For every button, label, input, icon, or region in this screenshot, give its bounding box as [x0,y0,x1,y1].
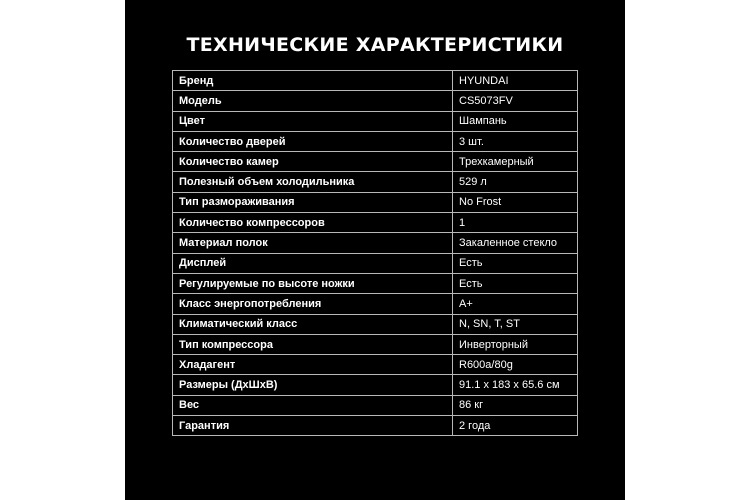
table-row [173,253,578,273]
spec-value: CS5073FV [453,91,578,111]
table-row [173,416,578,436]
table-row [173,111,578,131]
spec-panel [125,0,625,500]
spec-value: Есть [453,273,578,293]
spec-value: 1 [453,213,578,233]
spec-label: Гарантия [173,416,453,436]
spec-label: Количество дверей [173,131,453,151]
spec-value: Трехкамерный [453,152,578,172]
table-row [173,395,578,415]
table-row [173,172,578,192]
spec-value: HYUNDAI [453,71,578,91]
table-row [173,192,578,212]
spec-value: 3 шт. [453,131,578,151]
table-row [173,233,578,253]
table-row [173,213,578,233]
spec-label: Цвет [173,111,453,131]
spec-label: Класс энергопотребления [173,294,453,314]
spec-label: Дисплей [173,253,453,273]
table-row [173,131,578,151]
spec-value: Есть [453,253,578,273]
page-title: ТЕХНИЧЕСКИЕ ХАРАКТЕРИСТИКИ [186,34,564,56]
spec-label: Бренд [173,71,453,91]
table-row [173,314,578,334]
table-row [173,355,578,375]
spec-label: Количество камер [173,152,453,172]
spec-label: Количество компрессоров [173,213,453,233]
spec-value: Закаленное стекло [453,233,578,253]
spec-label: Размеры (ДхШхВ) [173,375,453,395]
spec-table [172,70,578,436]
spec-label: Тип компрессора [173,334,453,354]
table-row [173,294,578,314]
spec-value: 91.1 x 183 x 65.6 см [453,375,578,395]
table-row [173,375,578,395]
spec-label: Хладагент [173,355,453,375]
spec-value: 2 года [453,416,578,436]
table-row [173,273,578,293]
spec-value: 529 л [453,172,578,192]
spec-value: 86 кг [453,395,578,415]
table-row [173,91,578,111]
spec-label: Материал полок [173,233,453,253]
spec-value: A+ [453,294,578,314]
spec-value: Инверторный [453,334,578,354]
spec-label: Регулируемые по высоте ножки [173,273,453,293]
spec-label: Вес [173,395,453,415]
spec-table-body [173,71,578,436]
spec-value: No Frost [453,192,578,212]
spec-label: Климатический класс [173,314,453,334]
spec-value: R600a/80g [453,355,578,375]
table-row [173,152,578,172]
spec-label: Модель [173,91,453,111]
spec-label: Полезный объем холодильника [173,172,453,192]
table-row [173,71,578,91]
spec-label: Тип размораживания [173,192,453,212]
table-row [173,334,578,354]
spec-value: N, SN, T, ST [453,314,578,334]
spec-value: Шампань [453,111,578,131]
